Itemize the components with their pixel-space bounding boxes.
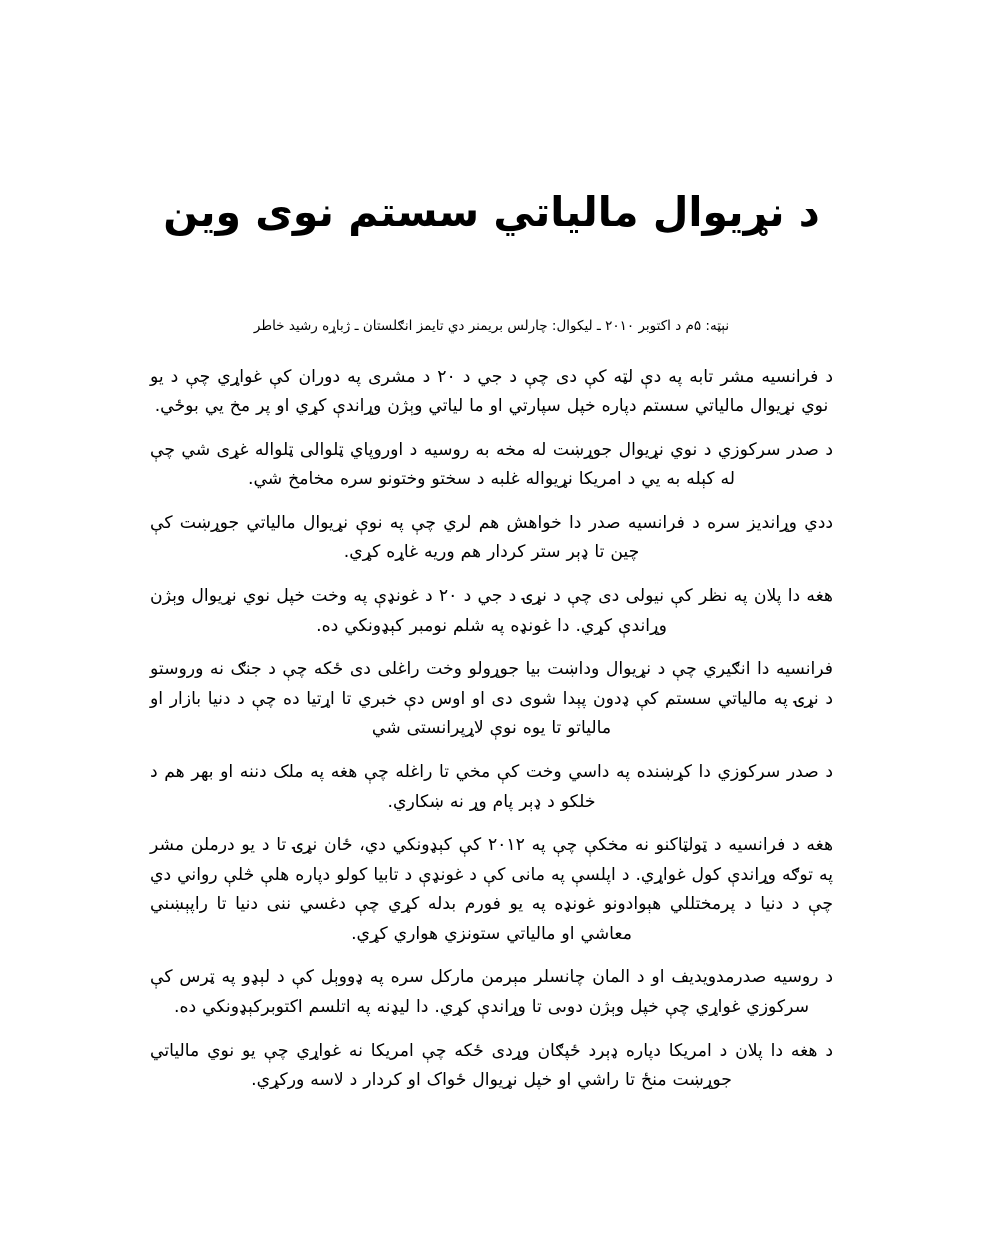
paragraph: د صدر سرکوزي دا کړښنده په داسي وخت کې مخي تا راغله چې هغه په ملک دننه او بهر هم د خلکو د ډېر پام وړ نه ښکاري. [150, 761, 833, 812]
byline: نېټه: ۵م د اکتوبر ۲۰۱۰ ـ لیکوال: چارلس بریمنر دي تایمز انګلستان ـ ژباړه رشید خاطر [253, 318, 730, 335]
paragraph: د فرانسيه مشر تابه په دې لټه کې دى چې د جي د ۲۰ د مشرى په دوران کې غواړي چې د يو نوي نړيوال مالياتي سستم دپاره خپل سپارتي او ما لياتي وېژن وړاندې کړي او پر مخ يي بوځي. [150, 366, 833, 417]
paragraph: د هغه دا پلان د امريکا دپاره ډېرد ځپګان وړدى ځکه چې امريکا نه غواړي چې يو نوي مالياتي جوړښت منځ تا راشي او خپل نړيوال ځواک او کردار د لاسه ورکړي. [150, 1040, 833, 1091]
body-text [150, 337, 833, 1096]
paragraph: ددي وړانديز سره د فرانسيه صدر دا خواهش هم لري چې په نوې نړيوال مالياتي جوړښت کې چين تا ډېر ستر کردار هم وريه غاړه کړي. [150, 512, 833, 563]
paragraph: هغه د فرانسيه د ټولټاکنو نه مخکې چې په ۲۰۱۲ کې کېډونکي دي، ځان نړۍ تا د يو درملن مشر په توګه وړاندې کول غواړي. د اپلسې په مانى کې د غونډې د تابيا کولو دپاره هلې څلې رواني دي چې د دنيا د پرمختللي هېوادونو غونډه په يو فورم بدله کړي چې دغسي ننى دنيا تا راپېښني معاشي او مالياتي ستونزي هواري کړي. [150, 835, 834, 944]
paragraph: هغه دا پلان په نظر کې نيولى دى چې د نړۍ د جي د ۲۰ د غونډې په وخت خپل نوي نړيوال وېژن وړاندې کړي. دا غونډه په شلم نومبر کېډونکي ده. [150, 586, 833, 636]
paragraph: د روسيه صدرمدويديف او د المان چانسلر مېرمن مارکل سره په ډووېل کې د لېډو په ټرس کې سرکوزي غواړي چې خپل وېژن دوىى تا وړاندې کړي. دا ليډنه په اتلسم اکتوبرکېډونکي ده. [150, 967, 833, 1017]
paragraph: د صدر سرکوزي د نوي نړيوال جوړښت له مخه به روسيه د اوروپاي ټلوالى ټلواله غړى شي چې له کېله به يي د امريکا نړيواله غلبه د سختو وختونو سره مخامخ شي. [150, 439, 833, 490]
page-title: د نړيوال مالياتي سستم نوى وين [163, 188, 820, 236]
paragraph: فرانسيه دا انګيري چې د نړيوال وداښت بيا جوړولو وخت راغلى دى ځکه چې د جنګ نه وروستو د نړۍ په مالياتي سستم کې ډدون پېدا شوى دى او اوس دې خبري تا اړتيا ده چې د دنيا بازار او مالياتو تا يوه نوې لاړپرانستى شي [150, 659, 833, 739]
